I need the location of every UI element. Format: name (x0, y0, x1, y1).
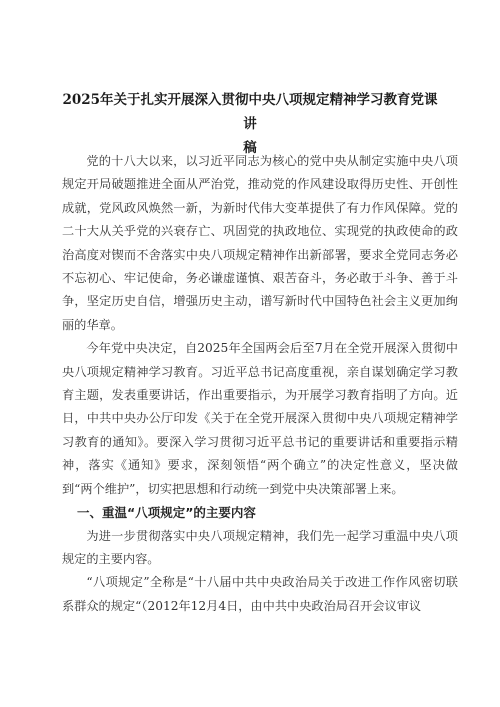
document-body (62, 150, 458, 618)
paragraph-1: 党的十八大以来，以习近平同志为核心的党中央从制定实施中央八项规定开局破题推进全面从严治党，推动党的作风建设取得历史性、开创性成就，党风政风焕然一新，为新时代伟大变革提供了有力作风保障。党的二十大从关乎党的兴衰存亡、巩固党的执政地位、实现党的执政使命的政治高度对锲而不舍落实中央八项规定精神作出新部署，要求全党同志务必不忘初心、牢记使命，务必谦虚谨慎、艰苦奋斗，务必敢于斗争、善于斗争，坚定历史自信，增强历史主动，谱写新时代中国特色社会主义更加绚丽的华章。 (62, 154, 458, 332)
paragraph-3: 为进一步贯彻落实中央八项规定精神，我们先一起学习重温中央八项规定的主要内容。 (62, 528, 458, 566)
document-title-line-1: 2025年关于扎实开展深入贯彻中央八项规定精神学习教育党课讲 (62, 92, 438, 132)
paragraph-4: “八项规定”全称是“十八届中共中央政治局关于改进工作作风密切联系群众的规定“（2012年12月4日，由中共中央政治局召开会议审议 (62, 575, 458, 613)
paragraph-2: 今年党中央决定，自2025年全国两会后至7月在全党开展深入贯彻中央八项规定精神学习教育。习近平总书记高度重视，亲自谋划确定学习教育主题，发表重要讲话，作出重要指示，为开展学习教育指明了方向。近日，中共中央办公厅印发《关于在全党开展深入贯彻中央八项规定精神学习教育的通知》。要深入学习贯彻习近平总书记的重要讲话和重要指示精神，落实《通知》要求，深刻领悟“两个确立”的决定性意义，坚决做到“两个维护”，切实把思想和行动统一到党中央决策部署上来。 (62, 341, 458, 496)
section-heading: 一、重温“八项规定”的主要内容 (77, 505, 256, 521)
document-title-line-2: 稿 (243, 140, 257, 156)
